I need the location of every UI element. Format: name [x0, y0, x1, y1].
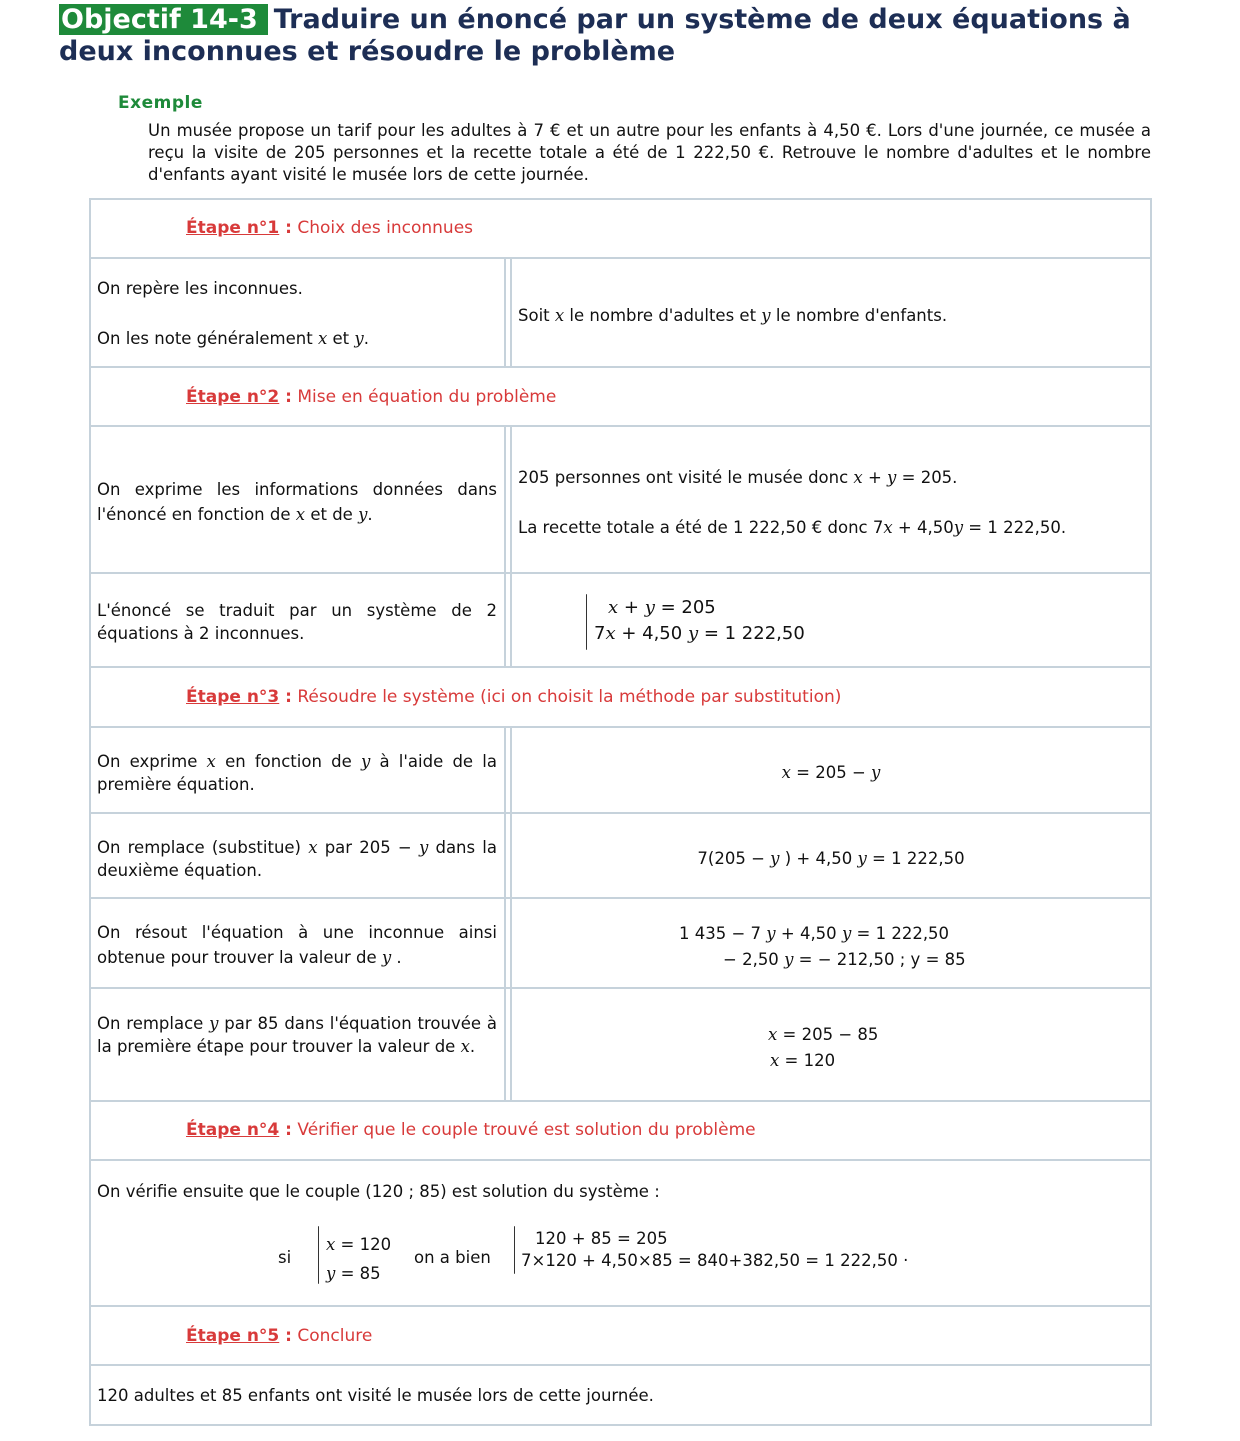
row-divider [91, 1364, 1150, 1366]
row-divider [91, 1159, 1150, 1161]
column-divider [510, 259, 512, 366]
example-statement: Un musée propose un tarif pour les adultes à 7 € et un autre pour les enfants à 4,50 €. Lors d'une journée, ce musée a reçu la visite de 205 personnes et la recette totale a été de 1 222,50 €. Retrouve le nombre d'adultes et le nombre d'enfants ayant visité le musée lors de cette journée. [148, 121, 1151, 184]
step-3-right-4b: x = 120 [770, 1051, 836, 1070]
step-1-header: Étape n°1 : Choix des inconnues [186, 218, 474, 238]
objective-badge: Objectif 14-3 [59, 4, 268, 35]
row-divider [91, 425, 1150, 427]
step-2-left-2: L'énoncé se traduit par un système de 2 équations à 2 inconnues. [97, 601, 497, 643]
row-divider [91, 1305, 1150, 1307]
step-2-right-1: 205 personnes ont visité le musée donc x + y = 205. La recette totale a été de 1 222,50 € donc 7x + 4,50y = 1 222,50. [518, 468, 1067, 537]
check-system: 120 + 85 = 205 7×120 + 4,50×85 = 840+382,50 = 1 222,50 · [521, 1229, 909, 1270]
step-2-header: Étape n°2 : Mise en équation du problème [186, 387, 557, 407]
check-brace [514, 1226, 515, 1274]
step-2-left-1: On exprime les informations données dans l'énoncé en fonction de x et de y. [97, 480, 497, 524]
column-divider [504, 259, 506, 366]
step-3-right-3a: 1 435 − 7 y + 4,50 y = 1 222,50 [679, 924, 950, 943]
step-4-header: Étape n°4 : Vérifier que le couple trouvé est solution du problème [186, 1120, 756, 1140]
step-1-left: On repère les inconnues. On les note généralement x et y. [97, 279, 369, 348]
step-3-left-2: On remplace (substitue) x par 205 − y dans la deuxième équation. [97, 838, 497, 880]
row-divider [91, 257, 1150, 259]
page-title [59, 4, 1179, 68]
column-divider [510, 427, 512, 666]
step-4-intro: On vérifie ensuite que le couple (120 ; 85) est solution du système : [97, 1182, 660, 1201]
column-divider [504, 427, 506, 666]
step-3-right-3b: − 2,50 y = − 212,50 ; y = 85 [723, 950, 966, 969]
step-3-right-2: 7(205 − y ) + 4,50 y = 1 222,50 [697, 849, 965, 868]
row-divider [91, 366, 1150, 368]
conclusion-text: 120 adultes et 85 enfants ont visité le musée lors de cette journée. [97, 1386, 654, 1405]
step-5-header: Étape n°5 : Conclure [186, 1326, 373, 1346]
objective-title: Traduire un énoncé par un système de deux équations à deux inconnues et résoudre le problème [59, 4, 1131, 67]
system-brace [586, 594, 587, 650]
row-divider [91, 897, 1150, 899]
solution-brace [318, 1226, 319, 1284]
step-4-on-a-bien: on a bien [414, 1248, 491, 1267]
solution-system: x = 120 y = 85 [326, 1235, 392, 1283]
example-label: Exemple [118, 93, 203, 113]
step-3-right-1: x = 205 − y [781, 763, 881, 782]
step-3-left-1: On exprime x en fonction de y à l'aide de la première équation. [97, 752, 497, 794]
step-3-header: Étape n°3 : Résoudre le système (ici on choisit la méthode par substitution) [186, 687, 842, 707]
column-divider [504, 728, 506, 1100]
step-3-left-3: On résout l'équation à une inconnue ainsi obtenue pour trouver la valeur de y . [97, 923, 497, 967]
step-4-si: si [278, 1248, 292, 1267]
step-3-right-4a: x = 205 − 85 [768, 1025, 879, 1044]
row-divider [91, 987, 1150, 989]
solution-table [89, 198, 1152, 1426]
row-divider [91, 1100, 1150, 1102]
row-divider [91, 726, 1150, 728]
step-1-right: Soit x le nombre d'adultes et y le nombre d'enfants. [518, 306, 948, 325]
row-divider [91, 812, 1150, 814]
step-3-left-4: On remplace y par 85 dans l'équation trouvée à la première étape pour trouver la valeur de x. [97, 1014, 497, 1056]
row-divider [91, 572, 1150, 574]
row-divider [91, 666, 1150, 668]
equation-system: x + y = 205 7x + 4,50 y = 1 222,50 [594, 597, 805, 644]
